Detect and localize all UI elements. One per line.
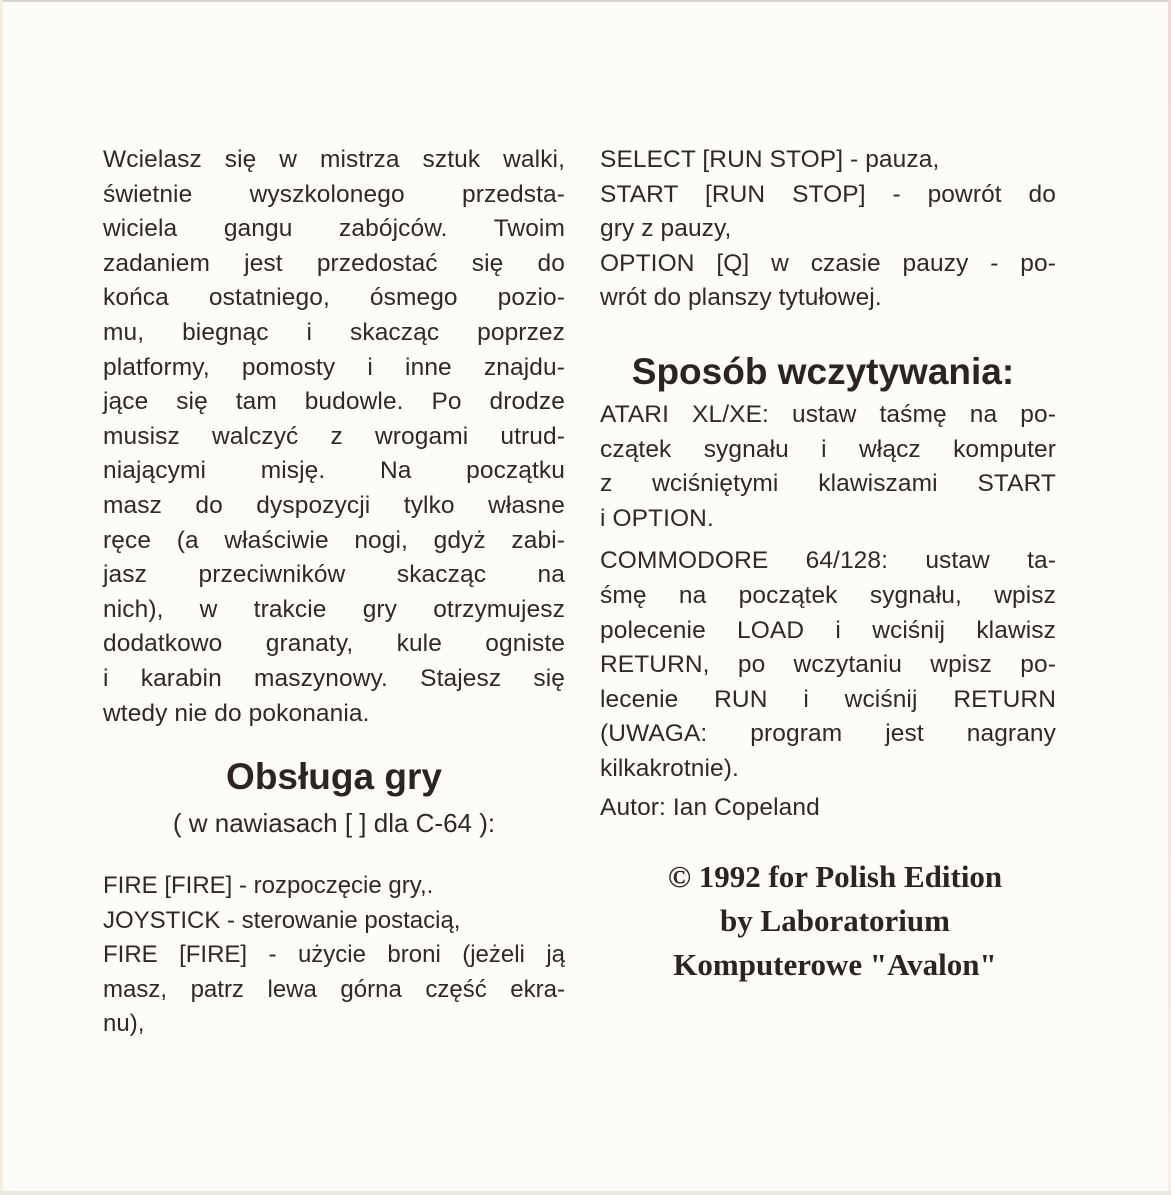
intro-line: musisz walczyć z wrogami utrud- xyxy=(103,422,565,450)
page-edge-bottom xyxy=(0,1191,1171,1195)
intro-line: platformy, pomosty i inne znajdu- xyxy=(103,353,565,381)
control-line: SELECT [RUN STOP] - pauza, xyxy=(600,146,940,173)
intro-line: wtedy nie do pokonania. xyxy=(103,699,370,727)
copyright-line: by Laboratorium xyxy=(720,903,950,938)
control-line: masz, patrz lewa górna część ekra- xyxy=(103,975,565,1003)
controls-list-left xyxy=(103,869,565,1042)
commodore-line: COMMODORE 64/128: ustaw ta- xyxy=(600,547,1056,575)
intro-line: nich), w trakcie gry otrzymujesz xyxy=(103,595,565,623)
control-line: FIRE [FIRE] - rozpoczęcie gry,. xyxy=(103,872,434,900)
commodore-line: śmę na początek sygnału, wpisz xyxy=(600,581,1056,609)
control-line: FIRE [FIRE] - użycie broni (jeżeli ją xyxy=(103,941,565,969)
commodore-line: lecenie RUN i wciśnij RETURN xyxy=(600,685,1056,713)
commodore-line: (UWAGA: program jest nagrany xyxy=(600,720,1056,748)
right-column xyxy=(600,143,1056,825)
intro-line: końca ostatniego, ósmego pozio- xyxy=(103,284,565,312)
intro-line: niającymi misję. Na początku xyxy=(103,457,565,485)
control-line: OPTION [Q] w czasie pauzy - po- xyxy=(600,249,1056,277)
intro-line: dodatkowo granaty, kule ogniste xyxy=(103,630,565,658)
page-edge-left xyxy=(0,0,3,1195)
controls-heading: Obsługa gry xyxy=(226,756,442,798)
atari-line: czątek sygnału i włącz komputer xyxy=(600,435,1056,463)
atari-line: ATARI XL/XE: ustaw taśmę na po- xyxy=(600,400,1056,428)
intro-line: zadaniem jest przedostać się do xyxy=(103,249,565,277)
intro-line: świetnie wyszkolonego przedsta- xyxy=(103,180,565,208)
intro-line: jasz przeciwników skacząc na xyxy=(103,561,565,589)
control-line: JOYSTICK - sterowanie postacią, xyxy=(103,906,461,934)
control-line: nu), xyxy=(103,1010,145,1038)
intro-line: wiciela gangu zabójców. Twoim xyxy=(103,215,565,243)
commodore-line: kilkakrotnie). xyxy=(600,754,739,782)
controls-subheading: ( w nawiasach [ ] dla C-64 ): xyxy=(172,808,496,839)
intro-line: mu, biegnąc i skacząc poprzez xyxy=(103,318,565,346)
commodore-line: polecenie LOAD i wciśnij klawisz xyxy=(600,616,1056,644)
intro-line: masz do dyspozycji tylko własne xyxy=(103,491,565,519)
intro-line: jące się tam budowle. Po drodze xyxy=(103,388,565,416)
atari-line: i OPTION. xyxy=(600,504,714,532)
controls-list-right xyxy=(600,143,1056,316)
left-column xyxy=(103,143,565,1042)
atari-line: z wciśniętymi klawiszami START xyxy=(600,470,1056,498)
atari-instructions xyxy=(600,398,1056,536)
control-line: wrót do planszy tytułowej. xyxy=(600,284,882,312)
page-edge-top xyxy=(0,0,1171,2)
copyright-block xyxy=(600,855,1070,987)
control-line: gry z pauzy, xyxy=(600,215,732,243)
copyright-line: Komputerowe "Avalon" xyxy=(673,947,997,982)
commodore-instructions xyxy=(600,544,1056,786)
intro-paragraph xyxy=(103,143,565,731)
intro-line: ręce (a właściwie nogi, gdyż zabi- xyxy=(103,526,565,554)
intro-line: Wcielasz się w mistrza sztuk walki, xyxy=(103,146,565,173)
author-credit: Autor: Ian Copeland xyxy=(600,793,820,821)
loading-heading: Sposób wczytywania: xyxy=(631,350,1015,392)
commodore-line: RETURN, po wczytaniu wpisz po- xyxy=(600,651,1056,679)
copyright-line: © 1992 for Polish Edition xyxy=(667,859,1003,894)
control-line: START [RUN STOP] - powrót do xyxy=(600,180,1056,208)
intro-line: i karabin maszynowy. Stajesz się xyxy=(103,664,565,692)
